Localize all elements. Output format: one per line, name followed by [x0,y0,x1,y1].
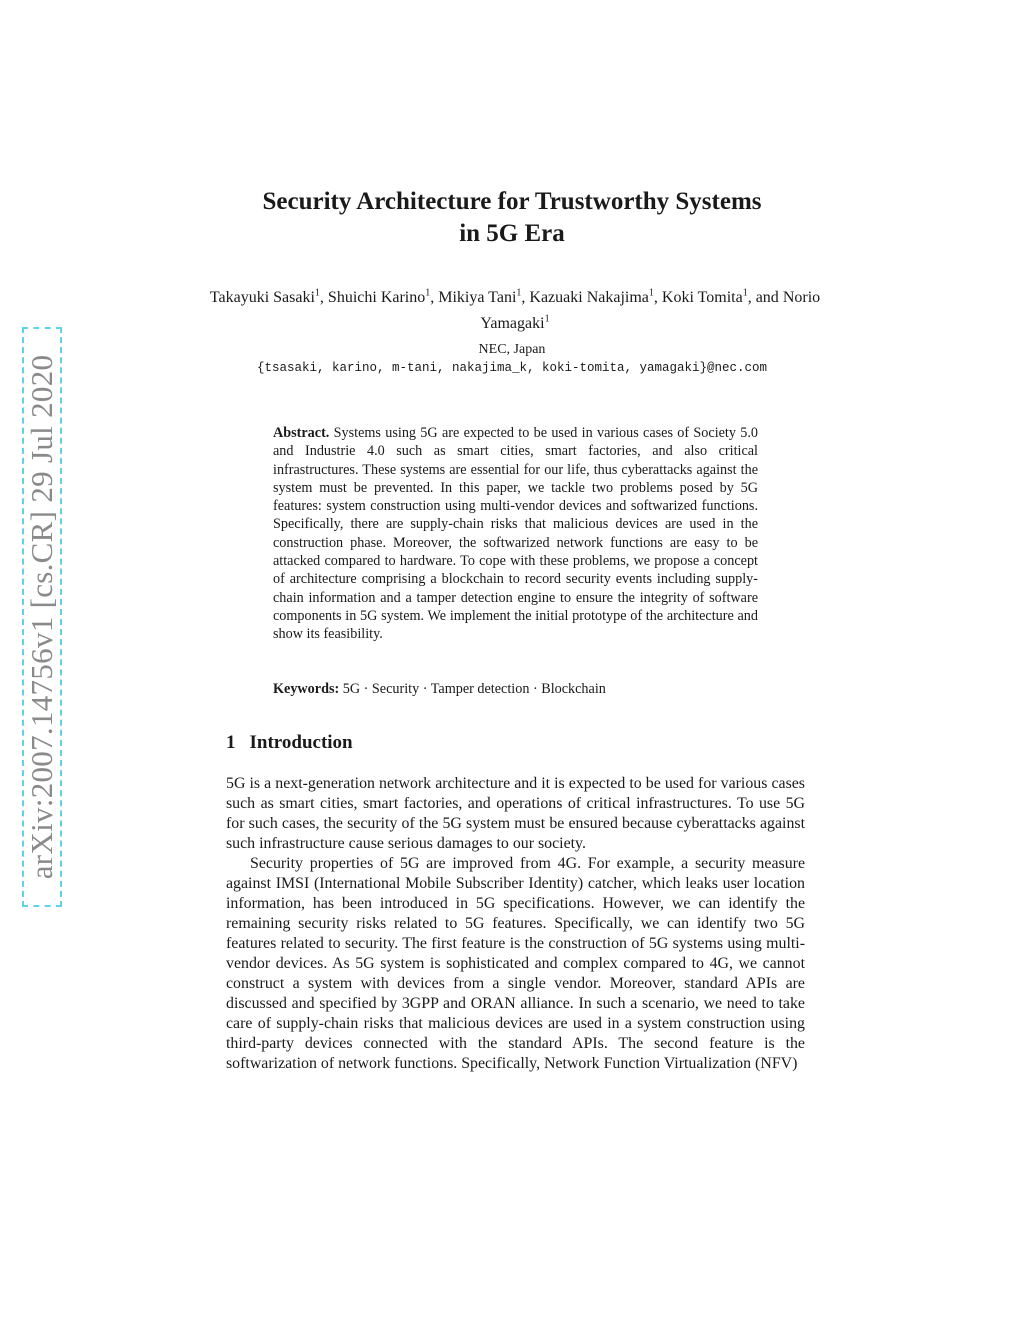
abstract-text: Systems using 5G are expected to be used in various cases of Society 5.0 and Industrie 4.0 such as smart cities, smart factories, and also critical infrastructures. These systems are essential for our life, thus cyberattacks against the system must be prevented. In this paper, we tackle two problems posed by 5G features: system construction using multi-vendor devices and softwarized functions. Specifically, there are supply-chain risks that malicious devices are used in the construction phase. Moreover, the softwarized network functions are easy to be attacked compared to hardware. To cope with these problems, we propose a concept of architecture comprising a blockchain to record security events including supply-chain information and a tamper detection engine to ensure the integrity of software components in 5G system. We implement the initial prototype of the architecture and show its feasibility. [273,425,759,643]
keywords-label: Keywords: [273,681,340,697]
paper-title [0,186,1024,250]
abstract [273,424,758,644]
keywords-text: 5G · Security · Tamper detection · Blockchain [342,681,606,697]
author-list [200,283,830,334]
title-line-2: in 5G Era [459,220,565,247]
author: Shuichi Karino$^1$, [327,288,439,307]
arxiv-stamp [22,327,62,907]
paragraph: 5G is a next-generation network architecture and it is expected to be used for various cases such as smart cities, smart factories, and operations of critical infrastructures. To use 5G for such cases, the security of the 5G system must be ensured because cyberattacks against such infrastructure cause serious damages to our society. [226,775,805,852]
keywords [273,680,758,698]
section-number: 1 [226,732,236,753]
abstract-label: Abstract. [273,425,330,441]
author: Takayuki Sasaki$^1$, [209,288,328,307]
body-text [226,774,805,1074]
arxiv-identifier: arXiv:2007.14756v1 [cs.CR] 29 Jul 2020 [24,354,59,880]
section-title: Introduction [249,732,353,753]
author: Kazuaki Nakajima$^1$, [529,288,662,307]
affiliation: NEC, Japan [478,342,546,357]
author: Norio Yamagaki$^1$ [480,289,821,332]
paragraph: Security properties of 5G are improved from 4G. For example, a security measure against IMSI (International Mobile Subscriber Identity) catcher, which leaks user location information, has been introduced in 5G specifications. However, we can identify the remaining security risks related to 5G features. Specifically, we can identify two 5G features related to security. The first feature is the construction of 5G systems using multi-vendor devices. As 5G system is sophisticated and complex compared to 4G, we cannot construct a system with devices from a single vendor. Moreover, standard APIs are discussed and specified by 3GPP and ORAN alliance. In such a scenario, we need to take care of supply-chain risks that malicious devices are used in a system construction using third-party devices connected with the standard APIs. The second feature is the softwarization of network functions. Specifically, Network Function Virtualization (NFV) [226,855,805,1072]
section-heading [226,731,353,755]
author: Mikiya Tani$^1$, [438,288,530,307]
author-emails: {tsasaki, karino, m-tani, nakajima_k, koki-tomita, yamagaki}@nec.com [256,361,768,375]
title-line-1: Security Architecture for Trustworthy Systems [262,188,762,215]
affiliation-block [0,340,1024,378]
author: Koki Tomita$^1$, and [661,288,783,307]
